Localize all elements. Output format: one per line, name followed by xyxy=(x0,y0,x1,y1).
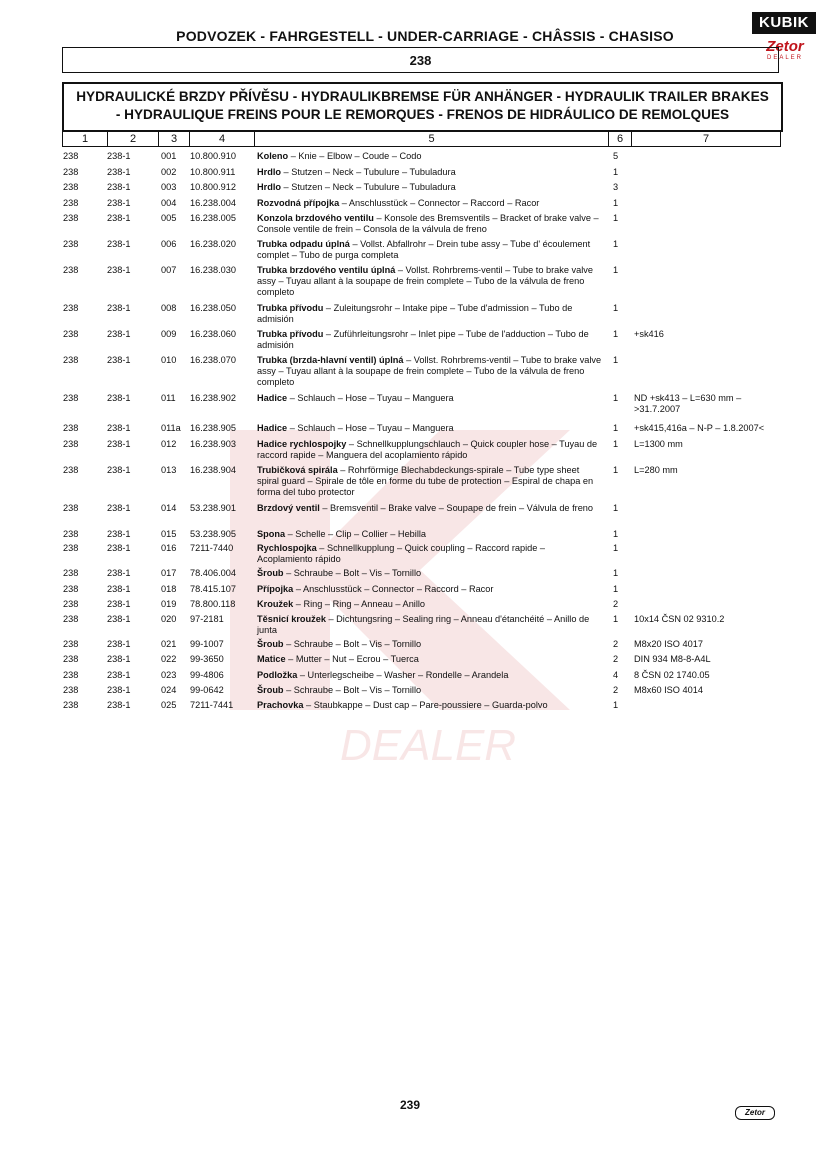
part-quantity: 1 xyxy=(613,423,619,433)
part-number: 10.800.910 xyxy=(190,151,236,161)
part-quantity: 1 xyxy=(613,465,619,475)
part-name-cz: Rychlospojka xyxy=(257,543,317,553)
part-quantity: 1 xyxy=(613,543,619,553)
part-number: 53.238.901 xyxy=(190,503,236,513)
part-group: 238 xyxy=(63,182,79,192)
part-position: 008 xyxy=(161,303,177,313)
part-name-cz: Brzdový ventil xyxy=(257,503,320,513)
part-position: 014 xyxy=(161,503,177,513)
part-position: 003 xyxy=(161,182,177,192)
part-position: 007 xyxy=(161,265,177,275)
part-group: 238 xyxy=(63,584,79,594)
part-note: ND +sk413 – L=630 mm – >31.7.2007 xyxy=(634,393,742,415)
part-name-translations: – Zuführleitungsrohr – Inlet pipe – Tube de l'adduction – Tubo de admisión xyxy=(257,329,589,351)
watermark-text: DEALER xyxy=(340,721,517,770)
part-position: 025 xyxy=(161,700,177,710)
column-header: 2 xyxy=(108,132,159,146)
part-quantity: 1 xyxy=(613,393,619,403)
table-row xyxy=(0,423,826,439)
part-name-cz: Trubičková spirála xyxy=(257,465,338,475)
part-number: 16.238.030 xyxy=(190,265,236,275)
part-figure: 238-1 xyxy=(107,355,131,365)
part-description xyxy=(257,303,602,325)
table-row xyxy=(0,265,826,303)
table-row xyxy=(0,167,826,182)
part-quantity: 1 xyxy=(613,439,619,449)
part-figure: 238-1 xyxy=(107,465,131,475)
part-description xyxy=(257,503,602,514)
part-name-cz: Těsnicí kroužek xyxy=(257,614,326,624)
part-name-translations: – Dichtungsring – Sealing ring – Anneau d'étanchéité – Anillo de junta xyxy=(257,614,590,636)
part-quantity: 1 xyxy=(613,198,619,208)
part-figure: 238-1 xyxy=(107,303,131,313)
part-name-cz: Přípojka xyxy=(257,584,294,594)
part-figure: 238-1 xyxy=(107,329,131,339)
part-name-translations: – Schraube – Bolt – Vis – Tornillo xyxy=(283,568,422,578)
table-row xyxy=(0,198,826,213)
part-position: 013 xyxy=(161,465,177,475)
part-position: 022 xyxy=(161,654,177,664)
part-name-translations: – Ring – Ring – Anneau – Anillo xyxy=(293,599,426,609)
table-row xyxy=(0,239,826,265)
part-name-cz: Hadice rychlospojky xyxy=(257,439,347,449)
part-number: 7211-7441 xyxy=(190,700,234,710)
table-row xyxy=(0,614,826,639)
table-row xyxy=(0,355,826,393)
part-number: 16.238.005 xyxy=(190,213,236,223)
part-group: 238 xyxy=(63,614,79,624)
part-group: 238 xyxy=(63,639,79,649)
part-name-translations: – Stutzen – Neck – Tubulure – Tubuladura xyxy=(281,182,456,192)
part-quantity: 1 xyxy=(613,614,619,624)
table-row xyxy=(0,654,826,670)
part-group: 238 xyxy=(63,568,79,578)
part-name-cz: Konzola brzdového ventilu xyxy=(257,213,374,223)
part-figure: 238-1 xyxy=(107,584,131,594)
part-group: 238 xyxy=(63,329,79,339)
part-name-translations: – Zuleitungsrohr – Intake pipe – Tube d'admission – Tubo de admisión xyxy=(257,303,573,325)
part-note: 10x14 ČSN 02 9310.2 xyxy=(634,614,725,624)
part-quantity: 1 xyxy=(613,700,619,710)
part-note: L=1300 mm xyxy=(634,439,683,449)
part-name-translations: – Vollst. Rohrbrems-ventil – Tube to brake valve assy – Tuyau allant à la soupape de frein complete – Tubo de la válvula de freno completo xyxy=(257,265,593,298)
part-description xyxy=(257,393,602,404)
part-quantity: 1 xyxy=(613,167,619,177)
part-description xyxy=(257,465,602,499)
table-row xyxy=(0,329,826,355)
column-header: 4 xyxy=(190,132,255,146)
part-description xyxy=(257,654,602,665)
part-description xyxy=(257,423,602,434)
part-name-translations: – Knie – Elbow – Coude – Codo xyxy=(288,151,422,161)
part-group: 238 xyxy=(63,439,79,449)
part-number: 78.406.004 xyxy=(190,568,236,578)
part-name-translations: – Mutter – Nut – Ecrou – Tuerca xyxy=(285,654,419,664)
part-description xyxy=(257,543,602,565)
page-number: 239 xyxy=(399,1098,421,1112)
table-row xyxy=(0,700,826,714)
part-name-translations: – Anschlusstück – Connector – Raccord – Racor xyxy=(293,584,494,594)
table-row xyxy=(0,151,826,167)
table-row xyxy=(0,439,826,465)
part-name-cz: Trubka přívodu xyxy=(257,303,324,313)
logo-sub: Zetor xyxy=(766,38,804,55)
part-name-translations: – Staubkappe – Dust cap – Pare-poussiere – Guarda-polvo xyxy=(303,700,548,710)
part-number: 16.238.020 xyxy=(190,239,236,249)
part-name-cz: Trubka přívodu xyxy=(257,329,324,339)
part-group: 238 xyxy=(63,151,79,161)
part-group: 238 xyxy=(63,685,79,695)
part-name-cz: Spona xyxy=(257,529,286,539)
part-name-cz: Prachovka xyxy=(257,700,304,710)
part-name-translations: – Konsole des Bremsventils – Bracket of brake valve – Console ventile de frein – Consola de la válvula de freno xyxy=(257,213,599,235)
part-description xyxy=(257,213,602,235)
part-position: 021 xyxy=(161,639,177,649)
part-figure: 238-1 xyxy=(107,239,131,249)
part-figure: 238-1 xyxy=(107,599,131,609)
part-group: 238 xyxy=(63,529,79,539)
table-row xyxy=(0,685,826,700)
part-name-translations: – Rohrförmige Blechabdeckungs-spirale – Tube type sheet spiral guard – Spirale de tôle en forme du tube de protection – Espiral de chapa en forma del tubo protector xyxy=(257,465,594,498)
logo-dealer: DEALER xyxy=(766,55,803,61)
part-number: 99-3650 xyxy=(190,654,224,664)
parts-table xyxy=(0,151,826,714)
part-group: 238 xyxy=(63,543,79,553)
part-position: 011a xyxy=(161,423,181,433)
part-name-translations: – Bremsventil – Brake valve – Soupape de frein – Válvula de freno xyxy=(319,503,594,513)
part-number: 78.415.107 xyxy=(190,584,236,594)
part-figure: 238-1 xyxy=(107,529,131,539)
part-name-cz: Kroužek xyxy=(257,599,294,609)
part-name-translations: – Schlauch – Hose – Tuyau – Manguera xyxy=(287,423,454,433)
part-description xyxy=(257,529,602,540)
part-group: 238 xyxy=(63,198,79,208)
part-figure: 238-1 xyxy=(107,670,131,680)
part-name-translations: – Stutzen – Neck – Tubulure – Tubuladura xyxy=(281,167,456,177)
part-name-translations: – Vollst. Abfallrohr – Drein tube assy – Tube d' écoulement complet – Tubo de purga completa xyxy=(257,239,591,261)
part-position: 001 xyxy=(161,151,177,161)
table-row xyxy=(0,213,826,239)
part-number: 16.238.902 xyxy=(190,393,236,403)
part-group: 238 xyxy=(63,355,79,365)
part-description xyxy=(257,151,602,162)
column-header: 3 xyxy=(159,132,190,146)
part-quantity: 2 xyxy=(613,639,619,649)
part-description xyxy=(257,599,602,610)
part-quantity: 1 xyxy=(613,584,619,594)
part-position: 015 xyxy=(161,529,177,539)
part-group: 238 xyxy=(63,465,79,475)
part-figure: 238-1 xyxy=(107,639,131,649)
part-quantity: 2 xyxy=(613,599,619,609)
part-position: 023 xyxy=(161,670,177,680)
part-figure: 238-1 xyxy=(107,685,131,695)
part-position: 017 xyxy=(161,568,177,578)
part-name-cz: Hrdlo xyxy=(257,182,281,192)
part-number: 99-1007 xyxy=(190,639,224,649)
part-position: 006 xyxy=(161,239,177,249)
part-position: 016 xyxy=(161,543,177,553)
part-figure: 238-1 xyxy=(107,654,131,664)
part-quantity: 2 xyxy=(613,654,619,664)
part-number: 10.800.912 xyxy=(190,182,236,192)
part-note: M8x60 ISO 4014 xyxy=(634,685,703,695)
part-position: 004 xyxy=(161,198,177,208)
part-figure: 238-1 xyxy=(107,439,131,449)
part-number: 97-2181 xyxy=(190,614,224,624)
part-figure: 238-1 xyxy=(107,503,131,513)
part-description xyxy=(257,614,602,636)
part-group: 238 xyxy=(63,303,79,313)
table-row xyxy=(0,599,826,614)
part-number: 16.238.903 xyxy=(190,439,236,449)
part-description xyxy=(257,198,602,209)
table-row xyxy=(0,529,826,543)
part-number: 16.238.904 xyxy=(190,465,236,475)
table-row xyxy=(0,303,826,329)
part-position: 005 xyxy=(161,213,177,223)
part-group: 238 xyxy=(63,599,79,609)
part-name-cz: Rozvodná přípojka xyxy=(257,198,340,208)
part-description xyxy=(257,329,602,351)
part-group: 238 xyxy=(63,167,79,177)
table-row xyxy=(0,568,826,584)
part-quantity: 2 xyxy=(613,685,619,695)
part-description xyxy=(257,167,602,178)
part-position: 010 xyxy=(161,355,177,365)
part-name-translations: – Schraube – Bolt – Vis – Tornillo xyxy=(283,639,422,649)
part-number: 99-4806 xyxy=(190,670,224,680)
table-row xyxy=(0,393,826,423)
part-description xyxy=(257,584,602,595)
part-name-cz: Podložka xyxy=(257,670,298,680)
part-position: 012 xyxy=(161,439,177,449)
column-header: 7 xyxy=(702,133,710,145)
part-description xyxy=(257,182,602,193)
table-row xyxy=(0,639,826,654)
section-title xyxy=(62,82,783,132)
part-name-cz: Šroub xyxy=(257,568,284,578)
part-quantity: 4 xyxy=(613,670,619,680)
part-description xyxy=(257,639,602,650)
part-number: 10.800.911 xyxy=(190,167,236,177)
part-quantity: 1 xyxy=(613,329,619,339)
part-note: +sk415,416a – N-P – 1.8.2007< xyxy=(634,423,765,433)
part-name-translations: – Vollst. Rohrbrems-ventil – Tube to brake valve assy – Tuyau allant à la soupape de frein complete – Tubo de la válvula de freno completo xyxy=(257,355,602,388)
part-quantity: 1 xyxy=(613,303,619,313)
page-header-title: PODVOZEK - FAHRGESTELL - UNDER-CARRIAGE - CHÂSSIS - CHASISO xyxy=(176,28,674,44)
part-figure: 238-1 xyxy=(107,167,131,177)
column-header-row xyxy=(62,131,781,147)
part-description xyxy=(257,700,602,711)
group-number: 238 xyxy=(62,47,779,73)
part-number: 78.800.118 xyxy=(190,599,236,609)
part-figure: 238-1 xyxy=(107,423,131,433)
part-note: 8 ČSN 02 1740.05 xyxy=(634,670,710,680)
column-header: 1 xyxy=(63,132,108,146)
part-quantity: 1 xyxy=(613,239,619,249)
part-figure: 238-1 xyxy=(107,182,131,192)
table-row xyxy=(0,584,826,599)
part-group: 238 xyxy=(63,700,79,710)
part-name-cz: Matice xyxy=(257,654,286,664)
part-quantity: 3 xyxy=(613,182,619,192)
part-name-cz: Hadice xyxy=(257,423,288,433)
part-position: 020 xyxy=(161,614,177,624)
table-row xyxy=(0,182,826,198)
part-number: 16.238.070 xyxy=(190,355,236,365)
table-row xyxy=(0,670,826,685)
part-group: 238 xyxy=(63,393,79,403)
section-title-line1: HYDRAULICKÉ BRZDY PŘÍVĚSU - HYDRAULIKBREMSE FÜR ANHÄNGER - HYDRAULIK TRAILER BRAKES xyxy=(76,89,769,104)
part-group: 238 xyxy=(63,265,79,275)
part-figure: 238-1 xyxy=(107,543,131,553)
part-position: 024 xyxy=(161,685,177,695)
column-header: 5 xyxy=(255,132,609,146)
part-note: DIN 934 M8-8-A4L xyxy=(634,654,711,664)
part-name-cz: Hadice xyxy=(257,393,288,403)
part-name-cz: Trubka (brzda-hlavní ventil) úplná xyxy=(257,355,404,365)
part-number: 99-0642 xyxy=(190,685,224,695)
part-description xyxy=(257,568,602,579)
part-quantity: 5 xyxy=(613,151,619,161)
part-quantity: 1 xyxy=(613,503,619,513)
part-name-translations: – Anschlusstück – Connector – Raccord – Racor xyxy=(339,198,540,208)
part-note: L=280 mm xyxy=(634,465,678,475)
part-quantity: 1 xyxy=(613,568,619,578)
part-position: 009 xyxy=(161,329,177,339)
part-name-translations: – Schnellkupplung – Quick coupling – Raccord rapide – Acoplamiento rápido xyxy=(257,543,546,565)
part-figure: 238-1 xyxy=(107,393,131,403)
part-figure: 238-1 xyxy=(107,213,131,223)
part-group: 238 xyxy=(63,423,79,433)
part-description xyxy=(257,670,602,681)
part-position: 019 xyxy=(161,599,177,609)
part-name-cz: Šroub xyxy=(257,639,284,649)
part-name-translations: – Unterlegscheibe – Washer – Rondelle – Arandela xyxy=(297,670,509,680)
part-position: 002 xyxy=(161,167,177,177)
part-number: 16.238.905 xyxy=(190,423,236,433)
part-name-cz: Hrdlo xyxy=(257,167,281,177)
part-figure: 238-1 xyxy=(107,265,131,275)
part-description xyxy=(257,685,602,696)
footer-zetor-logo: Zetor xyxy=(735,1106,775,1120)
part-figure: 238-1 xyxy=(107,198,131,208)
part-name-translations: – Schraube – Bolt – Vis – Tornillo xyxy=(283,685,422,695)
part-name-translations: – Schnellkupplungschlauch – Quick coupler hose – Tuyau de raccord rapide – Manguera del acoplamiento rápido xyxy=(257,439,598,461)
table-row xyxy=(0,543,826,568)
part-number: 7211-7440 xyxy=(190,543,234,553)
part-position: 018 xyxy=(161,584,177,594)
part-number: 16.238.060 xyxy=(190,329,236,339)
section-title-line2: - HYDRAULIQUE FREINS POUR LE REMORQUES - FRENOS DE HIDRÁULICO DE REMOLQUES xyxy=(115,107,730,122)
part-name-translations: – Schelle – Clip – Collier – Hebilla xyxy=(285,529,427,539)
part-group: 238 xyxy=(63,213,79,223)
part-name-cz: Šroub xyxy=(257,685,284,695)
part-group: 238 xyxy=(63,503,79,513)
part-quantity: 1 xyxy=(613,265,619,275)
part-description xyxy=(257,439,602,461)
part-quantity: 1 xyxy=(613,213,619,223)
part-figure: 238-1 xyxy=(107,700,131,710)
part-name-cz: Trubka brzdového ventilu úplná xyxy=(257,265,396,275)
part-number: 53.238.905 xyxy=(190,529,236,539)
part-note: M8x20 ISO 4017 xyxy=(634,639,703,649)
table-row xyxy=(0,503,826,529)
table-row xyxy=(0,465,826,503)
column-header: 6 xyxy=(609,132,632,146)
part-group: 238 xyxy=(63,654,79,664)
part-quantity: 1 xyxy=(613,355,619,365)
logo-brand: KUBIK xyxy=(752,12,816,34)
part-group: 238 xyxy=(63,239,79,249)
part-description xyxy=(257,355,602,389)
part-figure: 238-1 xyxy=(107,614,131,624)
part-position: 011 xyxy=(161,393,176,403)
part-description xyxy=(257,239,602,261)
part-note: +sk416 xyxy=(634,329,664,339)
part-figure: 238-1 xyxy=(107,568,131,578)
part-name-cz: Trubka odpadu úplná xyxy=(257,239,350,249)
part-name-translations: – Schlauch – Hose – Tuyau – Manguera xyxy=(287,393,454,403)
part-number: 16.238.004 xyxy=(190,198,236,208)
part-group: 238 xyxy=(63,670,79,680)
part-name-cz: Koleno xyxy=(257,151,289,161)
part-quantity: 1 xyxy=(613,529,619,539)
part-description xyxy=(257,265,602,299)
part-number: 16.238.050 xyxy=(190,303,236,313)
part-figure: 238-1 xyxy=(107,151,131,161)
